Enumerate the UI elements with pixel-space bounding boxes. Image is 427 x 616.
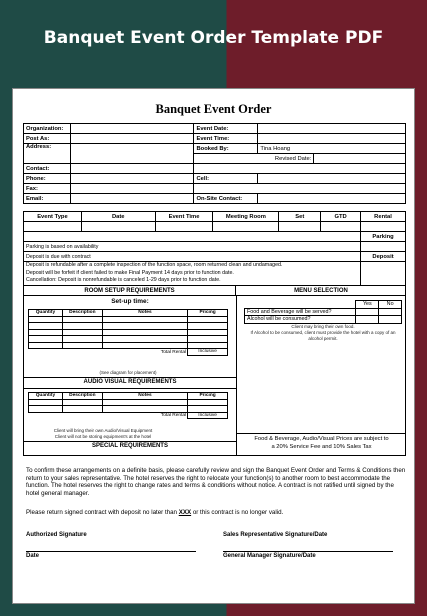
empty-cell [194,154,258,164]
event-type-header: Event Type [24,212,82,222]
event-time-field[interactable] [258,134,406,144]
revised-date-label: Revised Date: [258,154,314,164]
info-table [23,123,406,204]
alcohol-yes-box[interactable] [356,316,379,324]
authorized-signature-label: Authorized Signature [26,532,87,538]
document-sheet [12,88,415,604]
menu-note-1: Client may bring their own food. [291,324,355,329]
column-divider [236,296,237,456]
diagram-note: (See diagram for placement) [99,370,157,375]
organization-field[interactable] [70,124,194,134]
event-row-cell[interactable] [81,222,155,232]
deposit-line-3: Cancellation: Deposit is nonrefundable is canceled 1-29 days prior to function date. [26,277,221,283]
av-description-header: Description [62,393,102,400]
quantity-header: Quantity [29,310,63,317]
av-quantity-header: Quantity [29,393,63,400]
av-pricing-header: Pricing [188,393,228,400]
signature-line[interactable] [223,551,393,552]
banner-title: Banquet Event Order Template PDF [43,28,384,48]
av-notes-header: Notes [102,393,187,400]
menu-selection-heading: MENU SELECTION [236,286,406,296]
menu-table [244,300,402,324]
gm-signature-label: General Manager Signature/Date [223,553,316,559]
av-total-label: Total Rental [29,412,188,419]
menu-spacer [245,301,356,309]
alcohol-no-box[interactable] [379,316,402,324]
total-rental-label: Total Rental [29,349,188,356]
address-label: Address: [24,144,71,164]
tax-note [237,435,406,451]
room-setup-heading: ROOM SETUP REQUIREMENTS [24,286,236,296]
signature-line[interactable] [26,551,196,552]
parking-field[interactable] [361,242,406,252]
return-note-pre: Please return signed contract with deposit no later than [26,509,179,516]
menu-note-2: If Alcohol to be consumed, client must provide the hotel with a copy of an alcohol permit. [250,330,396,341]
description-header: Description [62,310,102,317]
tax-line-1: Food & Beverage, Audio/Visual Prices are subject to [254,436,389,442]
av-table [28,392,228,419]
event-time-header: Event Time [155,212,213,222]
tax-line-2: a 20% Service Fee and 10% Sales Tax [271,444,372,450]
deposit-terms [24,262,361,286]
av-note-2: Client will not be storing equipment's at the hotel [54,434,152,439]
av-note-1: Client will bring their own Audio/Visual Equipment [53,428,153,433]
return-deadline: XXX [178,509,192,516]
cell-label: Cell: [194,174,258,184]
date-header: Date [81,212,155,222]
date-label: Date [26,553,40,559]
section-rule [24,441,236,442]
fax-extra [194,184,406,194]
phone-label: Phone: [24,174,71,184]
alcohol-question: Alcohol will be consumed? [245,316,356,324]
contact-field[interactable] [70,164,194,174]
fax-label: Fax: [24,184,71,194]
cell-field[interactable] [258,174,406,184]
post-as-field[interactable] [70,134,194,144]
phone-field[interactable] [70,174,194,184]
parking-spacer [24,232,361,242]
pricing-header: Pricing [188,310,228,317]
post-as-label: Post As: [24,134,71,144]
event-row-cell[interactable] [279,222,321,232]
email-label: Email: [24,194,71,204]
food-no-box[interactable] [379,308,402,316]
event-date-field[interactable] [258,124,406,134]
contact-label: Contact: [24,164,71,174]
deposit-label: Deposit [361,252,406,262]
terms-paragraph: To confirm these arrangements on a definite basis, please carefully review and sign the Banquet Event Order and Terms & Conditions then return to your sales representative. The hotel reserves the right to relocate your function(s) to another room to best accommodate the function. The hotel reserves the right to change rates and terms & conditions without notice. A contract is not ratified until signed by the hotel general manager. [26,467,406,497]
notes-header: Notes [102,310,187,317]
event-date-label: Event Date: [194,124,258,134]
set-header: Set [279,212,321,222]
fax-field[interactable] [70,184,194,194]
event-row-cell[interactable] [213,222,279,232]
return-note [26,509,406,516]
address-field[interactable] [70,144,194,164]
event-row-cell[interactable] [155,222,213,232]
section-rule [24,388,236,389]
event-row-cell[interactable] [24,222,82,232]
email-field[interactable] [70,194,194,204]
doc-title: Banquet Event Order [155,102,272,116]
av-heading: AUDIO VISUAL REQUIREMENTS [83,379,177,385]
deposit-due-note: Deposit is due with contract [24,252,361,262]
requirements-grid [23,285,406,456]
av-total-value: Inclusive [188,412,228,419]
section-rule [24,377,236,378]
deposit-line-2: Deposit will be forfeit if client failed to make Final Payment 14 days prior to function date. [26,269,234,276]
booked-by-value[interactable]: Tina Hoang [258,144,406,154]
parking-label: Parking [361,232,406,242]
revised-date-field[interactable] [314,154,406,164]
gtd-header: GTD [321,212,361,222]
event-time-label: Event Time: [194,134,258,144]
booked-by-label: Booked By: [194,144,258,154]
event-row-cell[interactable] [321,222,361,232]
parking-note: Parking is based on availability [24,242,361,252]
menu-rule [237,433,406,434]
return-note-post: or this contract is no longer valid. [191,509,284,516]
contact-extra [194,164,406,174]
onsite-contact-label: On-Site Contact: [194,194,258,204]
deposit-line-1: Deposit is refundable after a complete inspection of the function space, room returned clean and undamaged. [26,262,283,268]
no-header: No [379,301,402,309]
total-rental-value: Inclusive [188,349,228,356]
room-setup-table [28,309,228,356]
meeting-room-header: Meeting Room [213,212,279,222]
event-row-cell[interactable] [361,222,406,232]
food-yes-box[interactable] [356,308,379,316]
setup-time-label: Set-up time: [111,298,149,305]
onsite-contact-field[interactable] [258,194,406,204]
food-question: Food and Beverage will be served? [245,308,356,316]
event-table [23,211,406,286]
sales-rep-signature-label: Sales Representative Signature/Date [223,532,328,538]
rental-header: Rental [361,212,406,222]
organization-label: Organization: [24,124,71,134]
deposit-field[interactable] [361,262,406,286]
yes-header: Yes [356,301,379,309]
special-requirements-heading: SPECIAL REQUIREMENTS [92,443,168,449]
